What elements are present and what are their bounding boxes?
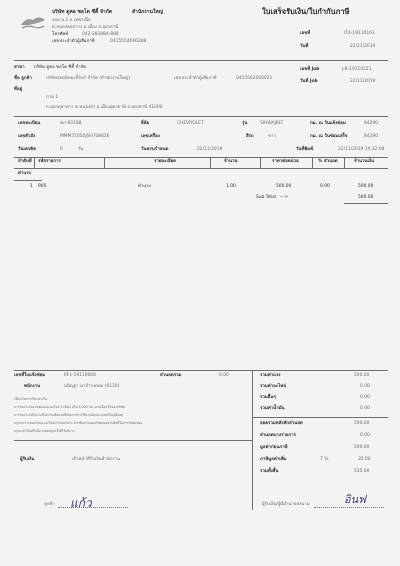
customer-tax-label: เลขประจำตัวผู้เสียภาษี [174,76,217,81]
customer-branch-label: สาขา [14,65,25,70]
doc-number: ITX-19110163 [344,31,375,36]
company-address-line2: ต.หนองคอสวาง อ.เมือง จ.อุดรธานี [52,25,119,30]
total-value: 0.00 [360,406,370,411]
company-branch: สำนักงานใหญ่ [132,9,163,15]
print-date-label: วันที่พิมพ์ [296,147,314,152]
ref-value: RFL-19110000 [64,373,96,378]
total-label: มูลค่าก่อนภาษี [260,445,288,450]
vat-rate: 7 % [320,457,329,462]
brand-value: CHEVROLET [177,121,204,126]
customer-sign-label: ลูกค้า [44,502,55,507]
col-header-discount: % ส่วนลด [318,159,338,164]
due-date: 22/11/2019 [197,147,223,152]
engine-label: เลขเครื่อง [141,134,160,139]
company-sign-label: ผู้รับเงิน/ผู้มีอำนาจลงนาม [262,502,310,507]
col-header-code: รหัสรายการ [38,159,61,164]
receipt-page [14,7,388,558]
total-label: รวมค่าน้ำมัน [260,406,285,411]
model-label: รุ่น [242,121,248,126]
total-label: รวมทั้งสิ้น [260,469,279,474]
approver-label: ผู้รับเงิน [20,457,35,462]
customer-branch: บริษัท ดูคอ ซอโด ซีตี้ จำกัด [34,65,87,70]
job-number: J-B-19110221 [342,67,372,72]
job-date: 22/11/2019 [350,79,376,84]
section-label: ค่าแรง [18,171,31,176]
remark-title: เงื่อนไขการรับประกัน [14,397,47,401]
ref-label: เลขที่ใบแจ้งซ่อม [14,373,46,378]
doc-date: 22/11/2019 [350,44,376,49]
row-amount: 500.00 [358,184,374,189]
row-discount: 0.00 [320,184,330,189]
total-label: ส่วนลดบางรายการ [260,433,296,438]
grand-total: 535.00 [354,469,370,474]
customer-address-line1: ถาม 1 [46,95,59,100]
doc-date-label: วันที่ [300,44,309,49]
total-value: 0.00 [360,384,370,389]
row-desc: ค่าแรง [138,184,151,189]
due-date-label: วันครบกำหนด [141,147,169,152]
remark-line: กรุณาตรวจสอบรถและอะไหล่เก่าก่อนรับรถ หากพ้นกำหนดบริษัทขอสงวนสิทธิ์ในการรับผิดชอบ [14,421,143,425]
plate-number: ฆก-60188 [60,121,82,126]
col-header-desc: รายละเอียด [154,159,177,164]
col-header-price: ราคาต่อหน่วย [272,159,299,164]
discount-total: 0.00 [219,373,229,378]
vin-label: เลขตัวถัง [18,134,36,139]
company-logo-icon [20,14,46,36]
customer-address-label: ที่อยู่ [14,87,23,92]
color-label: สีรถ [246,134,254,139]
customer-address-line2: ถ.อุดรดุสาคาร ต.หนองบัว อ.เมืองอุดรธานี จ.อุดรธานี 41000 [46,105,163,110]
salesman-value: นนิญฐา นาจำรงดอม (0120) [64,384,120,389]
credit-days-unit: วัน [78,147,84,152]
mileage-out-label: กม. ณ วันซ่อมเสร็จ [310,134,348,139]
customer-signature: แก้ว [70,496,92,510]
credit-days-label: วันเครดิต [18,147,36,152]
company-name: บริษัท ดูคอ ซอโด ซีตี้ จำกัด [52,9,112,15]
customer-tax-id: 0415562000021 [236,76,273,81]
print-date: 22/11/2019 14:32:08 [338,147,385,152]
total-label: ยอดรวมหลังหักส่วนลด [260,421,303,426]
total-value: 500.00 [354,445,370,450]
total-label: ภาษีมูลค่าเพิ่ม [260,457,287,462]
company-address-line1: xxx ม.1 ถ.เทพาเนือ [52,18,91,23]
company-tax-label: เลขประจำตัวผู้เสียภาษี [52,39,95,44]
total-label: รวมอื่นๆ [260,395,276,400]
credit-days: 0 [60,147,63,152]
total-value: 0.00 [360,433,370,438]
remark-line: การรับประกันไม่รวมถึงความเสียหายที่เกิดจากการใช้งานผิดประเภทหรืออุบัติเหตุ [14,413,124,417]
model-value: SIHWAJBLT [260,121,284,126]
salesman-label: พนักงาน [24,384,41,389]
mileage-out: 84290 [364,134,378,139]
subtotal-arrow: —> [280,195,289,200]
mileage-in-label: กม. ณ วันแจ้งซ่อม [310,121,346,126]
remark-line: กรุณานำใบเสร็จนี้มาแสดงทุกครั้งที่ใช้บริการ [14,429,75,433]
job-date-label: วันที่ Job [300,79,318,84]
color-value: ขาว [268,134,276,139]
subtotal-value: 500.00 [358,195,374,200]
col-header-amount: จำนวนเงิน [354,159,375,164]
customer-name-label: ชื่อ ลูกค้า [14,76,32,81]
col-header-no: ลำดับที่ [18,159,32,164]
total-value: 0.00 [360,395,370,400]
brand-label: ยี่ห้อ [141,121,150,126]
total-value: 500.00 [354,373,370,378]
subtotal-label: Sub Total [256,195,277,200]
total-label: รวมค่าแรง [260,373,281,378]
discount-total-label: ส่วนลดรวม [160,373,182,378]
job-number-label: เลขที่ Job [300,67,320,72]
plate-label: เลขทะเบียน [18,121,41,126]
total-label: รวมค่าอะไหล่ [260,384,286,389]
approver-value: เจ้าหน้าที่รับเงินสำนักงาน [72,457,121,462]
col-header-qty: จำนวน [224,159,238,164]
doc-number-label: เลขที่ [300,31,311,36]
company-phone: 042-283884-888 [82,32,119,37]
row-no: 1 [30,184,33,189]
company-phone-label: โทรศัพท์ [52,32,69,37]
total-value: 35.00 [358,457,371,462]
row-code: 905 [38,184,47,189]
remark-line: การรับประกันงานซ่อมและอะไหล่ 3 เดือน หรือ 5,000 กม. ตามเงื่อนไขของบริษัท [14,405,125,409]
vin-value: MMM71650JSH708626 [60,134,110,139]
row-price: 500.00 [276,184,292,189]
company-signature: อินฟ [344,493,366,506]
total-value: 500.00 [354,421,370,426]
company-tax-id: 0415554666288 [110,39,147,44]
mileage-in: 84290 [364,121,378,126]
document-title: ใบเสร็จรับเงิน/ใบกำกับภาษี [262,7,350,16]
row-qty: 1.00 [226,184,236,189]
customer-name: บริษัทอยอนิทยะปิ้ร์ทร์ จำกัด (สำนักงานใหญ่) [46,76,130,81]
